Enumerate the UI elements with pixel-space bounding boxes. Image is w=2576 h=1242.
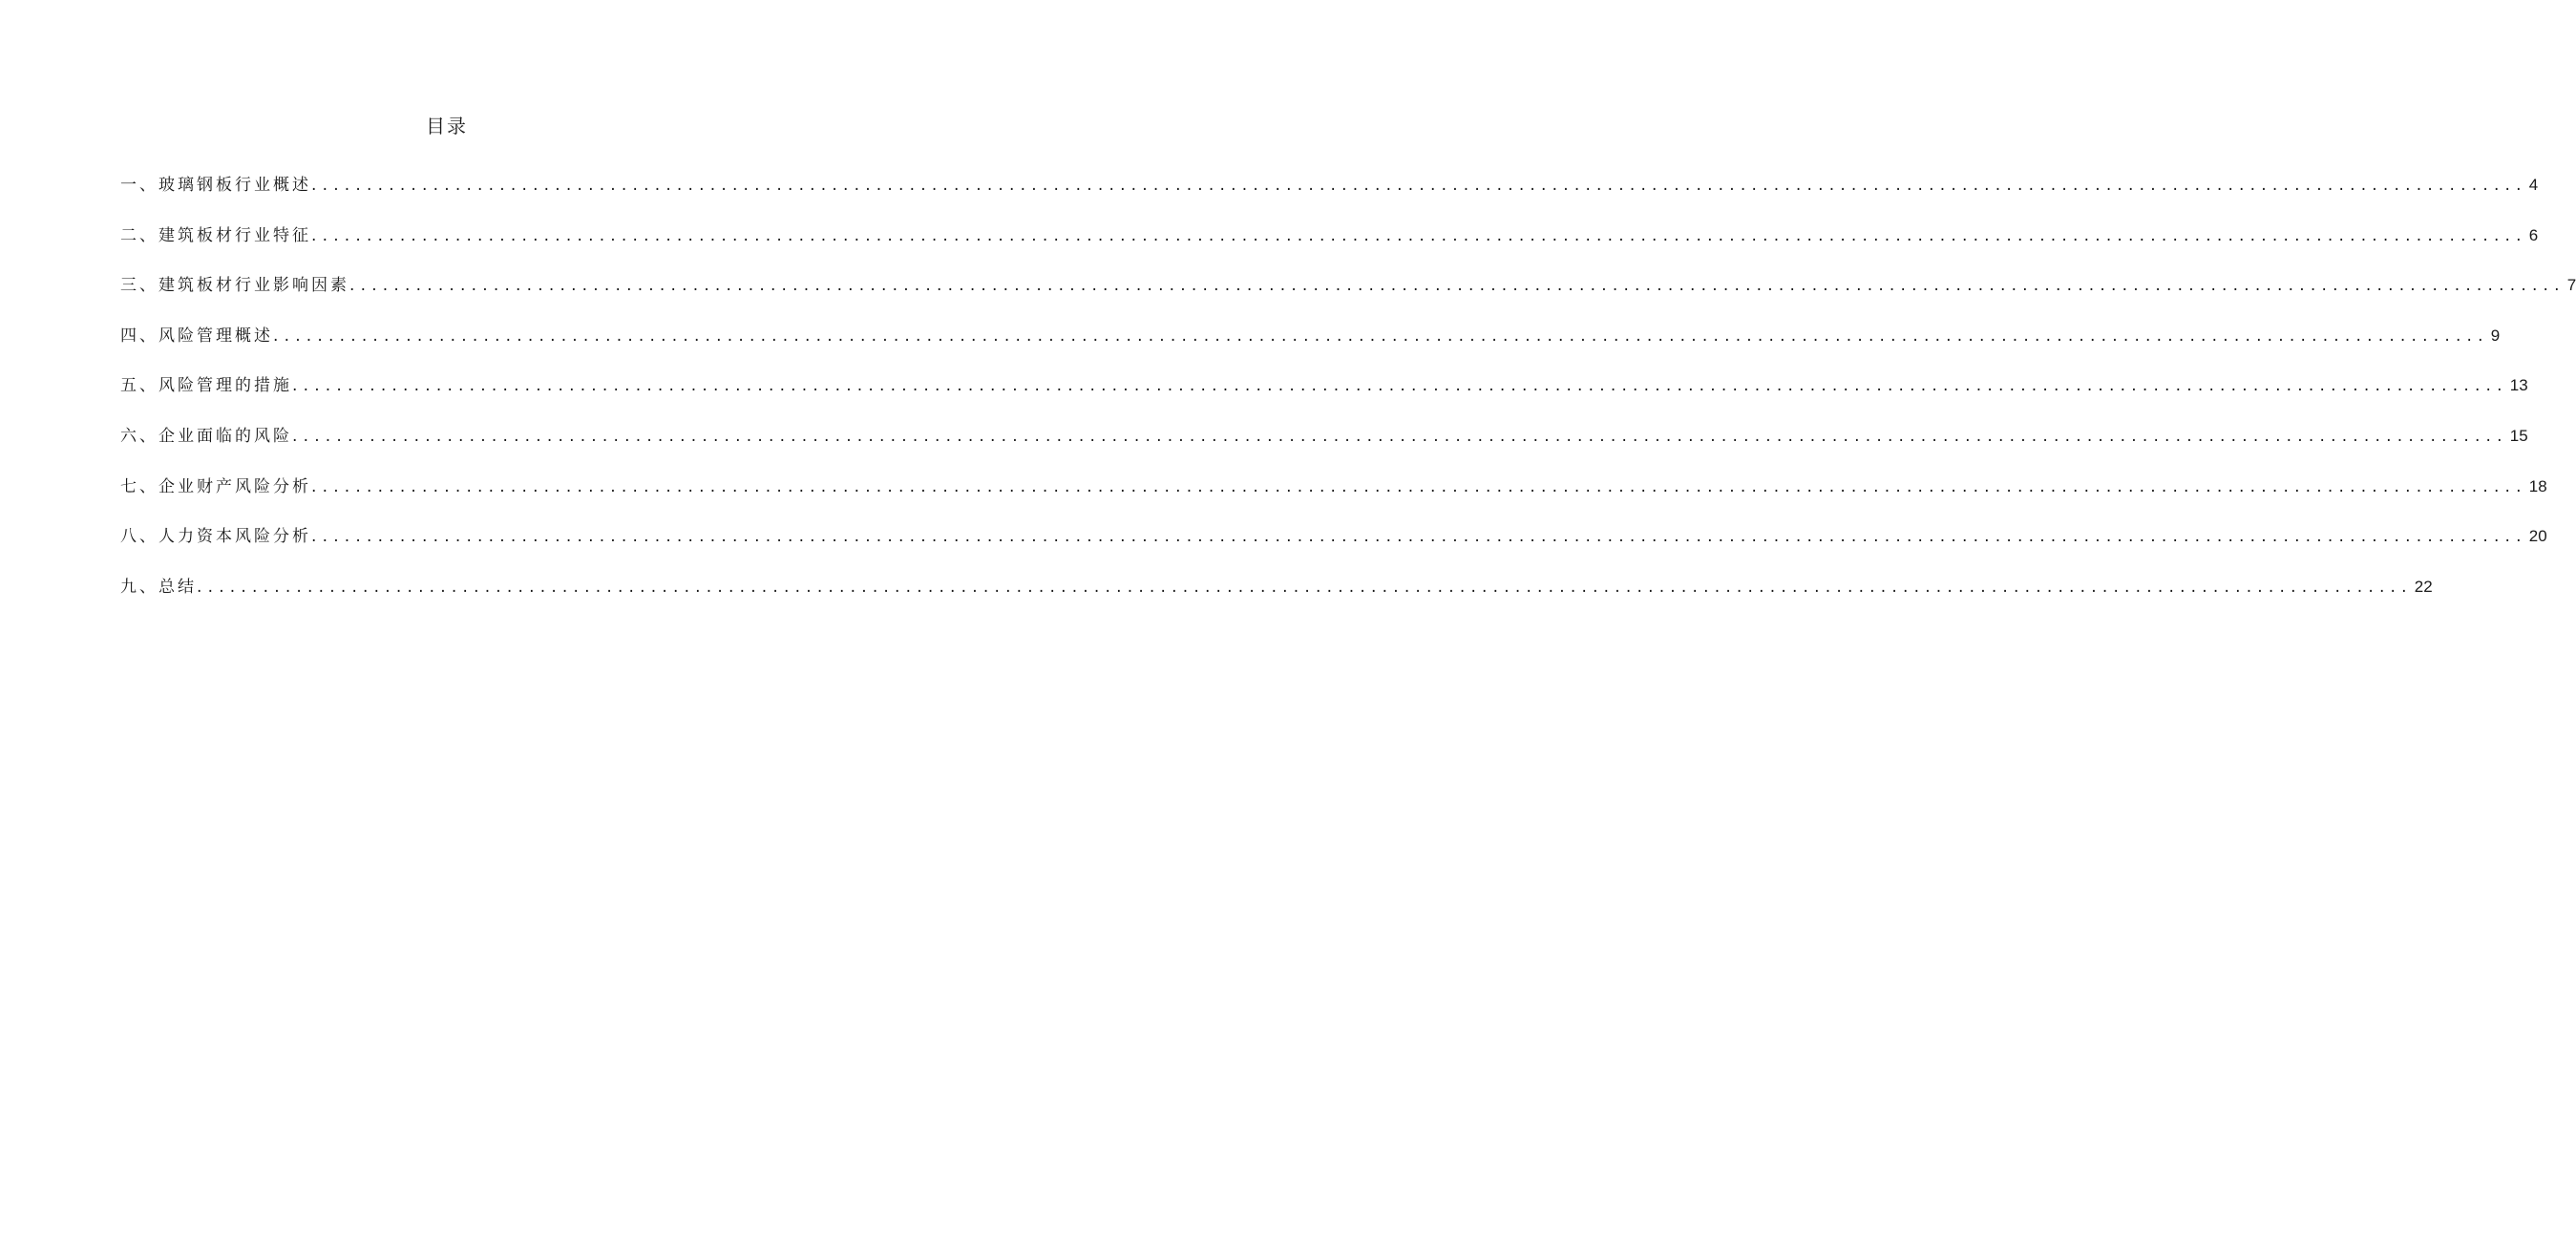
toc-entry-page: 4 [2528, 176, 2539, 194]
toc-entry[interactable] [120, 217, 2539, 267]
toc-entry-page: 9 [2490, 326, 2501, 345]
toc-entry-page: 15 [2509, 426, 2528, 445]
toc-entry[interactable] [120, 568, 2433, 619]
toc-entry-page: 13 [2509, 376, 2528, 395]
toc-entry-label: 五、风险管理的措施 [120, 376, 292, 396]
toc-dot-leader: ........................................................................................................................................................................................................ [311, 176, 2527, 195]
toc-dot-leader: ........................................................................................................................................................................................................ [273, 326, 2489, 346]
toc-entry-label: 七、企业财产风险分析 [120, 476, 311, 496]
toc-entry[interactable] [120, 517, 2547, 568]
toc-entry[interactable] [120, 417, 2528, 468]
toc-entry-page: 18 [2528, 476, 2547, 495]
toc-entry[interactable] [120, 317, 2501, 368]
toc-entry[interactable] [120, 468, 2547, 518]
toc-entry-label: 二、建筑板材行业特征 [120, 225, 311, 245]
toc-entry-label: 四、风险管理概述 [120, 326, 273, 346]
toc-entry[interactable] [120, 367, 2528, 417]
toc-dot-leader: ........................................................................................................................................................................................................ [311, 225, 2527, 245]
toc-entry-label: 三、建筑板材行业影响因素 [120, 276, 349, 296]
toc-dot-leader: ........................................................................................................................................................................................................ [311, 476, 2527, 496]
toc-title: 目录 [426, 115, 468, 137]
toc-entry-page: 7 [2566, 276, 2576, 295]
toc-dot-leader: ........................................................................................................................................................................................................ [292, 426, 2508, 446]
toc-entry[interactable] [120, 166, 2539, 217]
toc-dot-leader: ........................................................................................................................................................................................................ [292, 376, 2508, 396]
toc-entry-page: 20 [2528, 527, 2547, 546]
toc-entry-page: 22 [2414, 577, 2433, 596]
toc-dot-leader: ........................................................................................................................................................................................................ [311, 527, 2527, 547]
toc-entry[interactable] [120, 266, 2576, 317]
toc-entry-page: 6 [2528, 225, 2539, 244]
toc-dot-leader: ........................................................................................................................................................................................................ [349, 276, 2565, 296]
toc-entry-label: 八、人力资本风险分析 [120, 527, 311, 547]
toc-entry-label: 一、玻璃钢板行业概述 [120, 176, 311, 195]
toc-entry-label: 六、企业面临的风险 [120, 426, 292, 446]
toc-dot-leader: ........................................................................................................................................................................................................ [197, 577, 2413, 597]
table-of-contents [120, 166, 2576, 618]
toc-entry-label: 九、总结 [120, 577, 197, 597]
